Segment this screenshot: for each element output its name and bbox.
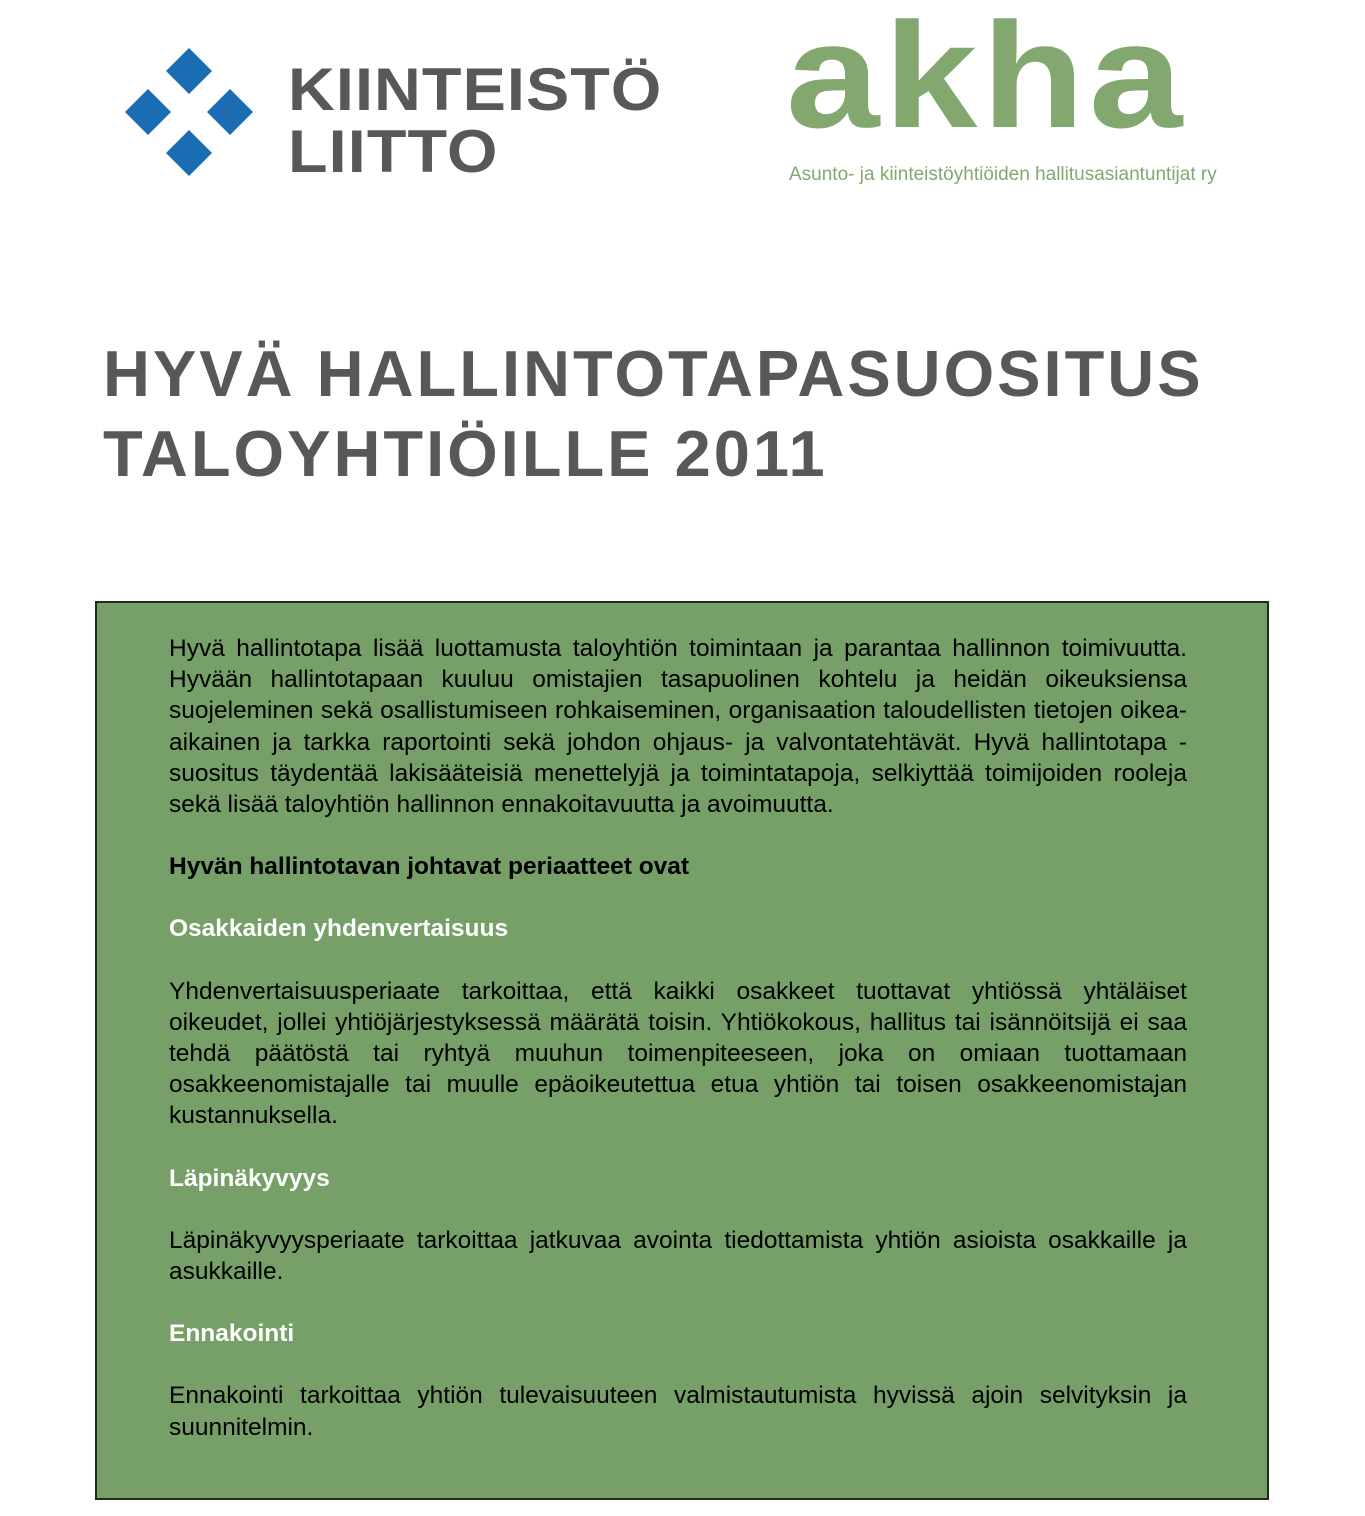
akha-logo	[786, 0, 1246, 195]
kiinteistoliitto-logo	[122, 45, 682, 185]
akha-wordmark: akha	[786, 0, 1187, 159]
section-text-foresight: Ennakointi tarkoittaa yhtiön tulevaisuuteen valmistautumista hyvissä ajoin selvityksin ja suunnitelmin.	[169, 1382, 1187, 1441]
section-heading-equality: Osakkaiden yhdenvertaisuus	[169, 915, 509, 943]
page-title-line1: HYVÄ HALLINTOTAPASUOSITUS	[103, 337, 1204, 410]
principles-heading: Hyvän hallintotavan johtavat periaatteet ovat	[169, 853, 690, 881]
section-heading-transparency: Läpinäkyvyys	[169, 1164, 330, 1192]
box-content	[169, 633, 1187, 1443]
kiinteistoliitto-wordmark	[288, 56, 663, 185]
page-title	[103, 334, 1204, 494]
section-text-equality: Yhdenvertaisuusperiaate tarkoittaa, että kaikki osakkeet tuottavat yhtiössä yhtäläiset oikeudet, jollei yhtiöjärjestyksessä määrätä toisin. Yhtiökokous, hallitus tai isännöitsijä ei saa tehdä päätöstä tai ryhtyä muuhun toimenpiteeseen, joka on omiaan tuottamaan osakkeenomistajalle tai muulle epäoikeutettua etua yhtiön tai toisen osakkeenomistajan kustannuksella.	[169, 977, 1187, 1130]
recommendation-summary-box	[95, 601, 1269, 1500]
kiinteistoliitto-line2: LIITTO	[288, 118, 499, 185]
page-title-line2: TALOYHTIÖILLE 2011	[103, 417, 828, 490]
kiinteistoliitto-line1: KIINTEISTÖ	[288, 56, 663, 123]
akha-subtitle: Asunto- ja kiinteistöyhtiöiden hallitusasiantuntijat ry	[789, 164, 1217, 185]
section-heading-foresight: Ennakointi	[169, 1320, 295, 1348]
kiinteistoliitto-diamond-mark-icon	[122, 45, 256, 179]
section-text-transparency: Läpinäkyvyysperiaate tarkoittaa jatkuvaa avointa tiedottamista yhtiön asioista osakkaille ja asukkaille.	[169, 1226, 1187, 1286]
intro-paragraph: Hyvä hallintotapa lisää luottamusta taloyhtiön toimintaan ja parantaa hallinnon toimivuutta. Hyvään hallintotapaan kuuluu omistajien tasapuolinen kohtelu ja heidän oikeuksiensa suojeleminen sekä osallistumiseen rohkaiseminen, organisaation taloudellisten tietojen oikea-aikainen ja tarkka raportointi sekä johdon ohjaus- ja valvontatehtävät. Hyvä hallintotapa -suositus täydentää lakisääteisiä menettelyjä ja toimintatapoja, selkiyttää toimijoiden rooleja sekä lisää taloyhtiön hallinnon ennakoitavuutta ja avoimuutta.	[169, 635, 1187, 819]
